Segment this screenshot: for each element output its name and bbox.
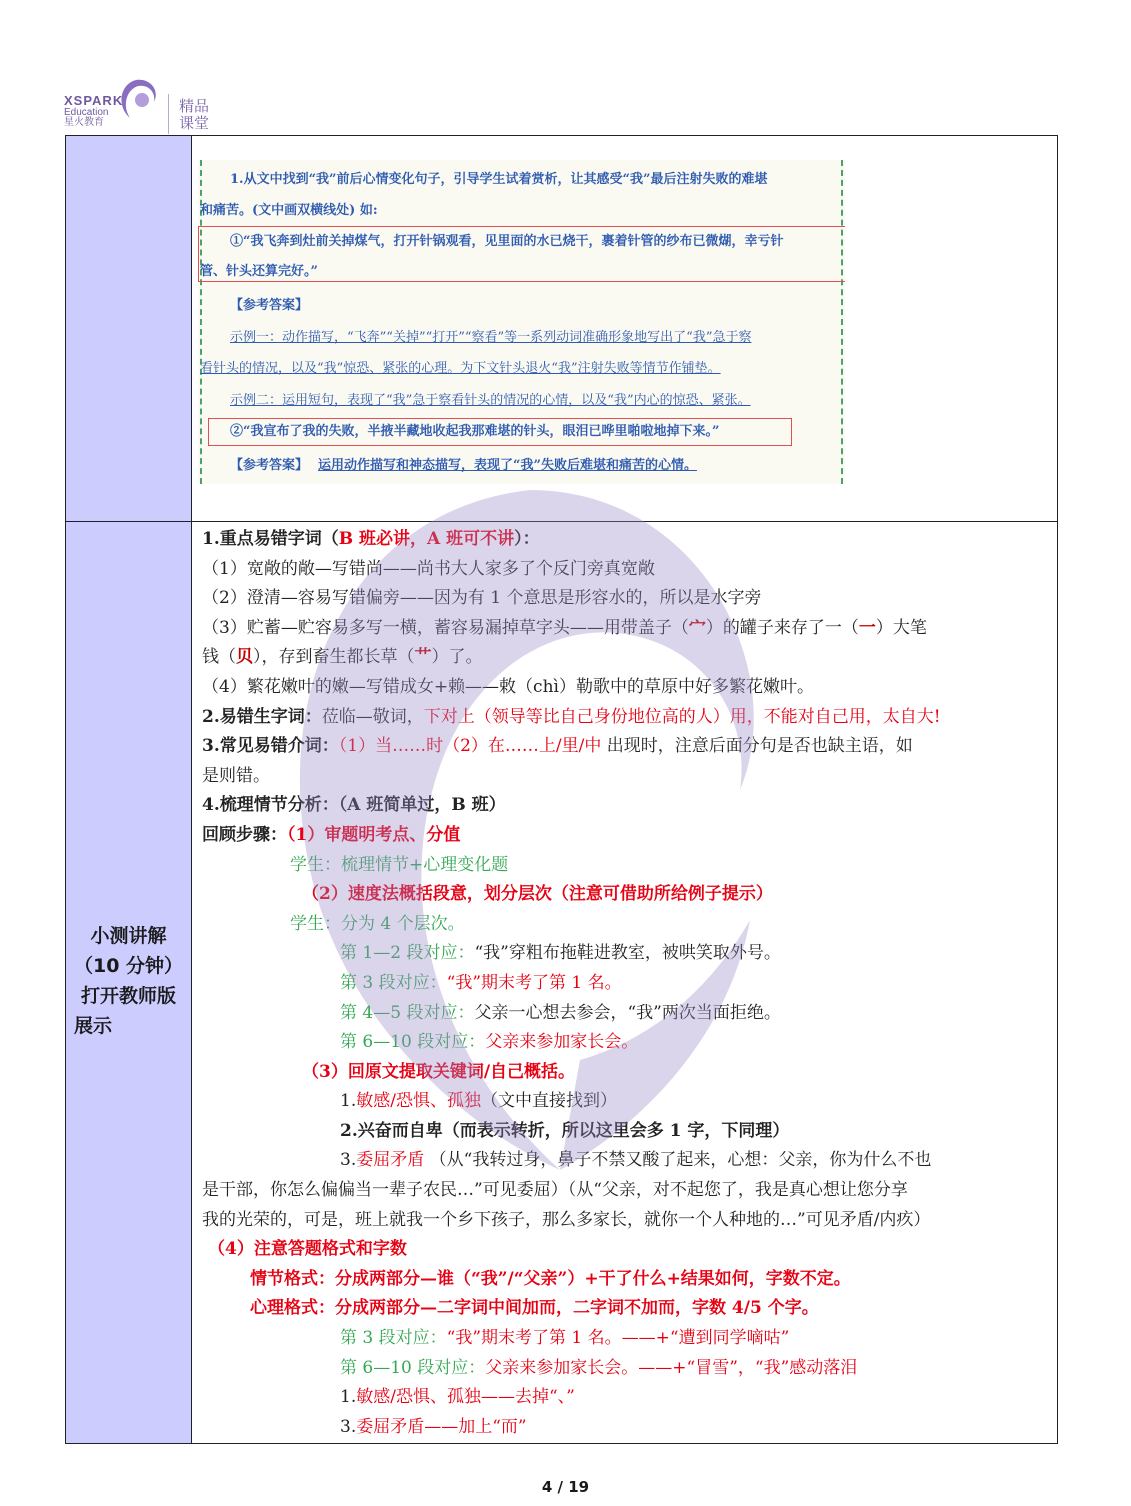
s3-red: （1）当……时（2）在……上/里/中: [338, 736, 602, 757]
lesson-table: [65, 135, 1058, 1444]
review-steps: [202, 821, 1051, 851]
p4a: 第 6—10 段对应：: [340, 1032, 486, 1053]
s3-text: 出现时，注意后面分句是否也缺主语，如: [601, 736, 913, 757]
k3t: （从“我转过身，鼻子不禁又酸了起来，心想：父亲，你为什么不也: [424, 1150, 932, 1171]
shot-quote1-line2: 管、针头还算完好。”: [200, 264, 318, 279]
paragraph-1: [202, 939, 1051, 969]
section3-cont: 是则错。: [202, 765, 270, 786]
l3a: （3）贮蓄—贮容易多写一横，蓄容易漏掉草字头——用带盖子（: [202, 617, 689, 638]
shot-example1-line2: 看针头的情况，以及“我”惊恐、紧张的心理。为下文针头退火“我”注射失败等情节作铺垫。: [200, 361, 721, 376]
review-label: 回顾步骤：: [202, 824, 287, 845]
s2-text: 莅临—敬词，: [321, 706, 424, 727]
p4b: 父亲来参加家长会。: [485, 1032, 639, 1053]
k1t: （文中直接找到）: [480, 1091, 617, 1112]
s3-title: 3.常见易错介词：: [202, 736, 339, 757]
e4n: 3.: [340, 1416, 357, 1437]
logo-tagline: [179, 98, 209, 131]
keyword-3-cont2: 我的光荣的，可是，班上就我一个乡下孩子，那么多家长，就你一个人种地的…”可见矛盾/内疚）: [202, 1209, 931, 1230]
word-item-3b: [202, 643, 1051, 673]
shot-question-line1: 1.从文中找到“我”前后心情变化句子，引导学生试着赏析，让其感受“我”最后注射失败的难堪: [230, 172, 768, 187]
shot-example1-line1: 示例一：动作描写，“飞奔”“关掉”“打开”“察看”等一系列动词准确形象地写出了“我”急于察: [230, 330, 752, 345]
p1b: “我”穿粗布拖鞋进教室，被哄笑取外号。: [474, 943, 781, 964]
left-label-4: 展示: [74, 1015, 113, 1037]
row1-content-cell: [192, 136, 1058, 522]
k1n: 1.: [340, 1091, 357, 1112]
row2-content-cell: [192, 522, 1058, 1444]
tagline-1: 精品: [179, 97, 210, 115]
p2a: 第 3 段对应：: [340, 972, 447, 993]
e2a: 第 6—10 段对应：: [340, 1357, 486, 1378]
step1: （1）审题明考点、分值: [287, 824, 461, 845]
example-4: [202, 1413, 1051, 1443]
shot-example2: 示例二：运用短句，表现了“我”急于察看针头的情况的心情，以及“我”内心的惊恐、紧张。: [230, 393, 751, 408]
word-item-1: （1）宽敞的敞—写错尚——尚书大人家多了个反门旁真宽敞: [202, 558, 655, 579]
section2: [202, 703, 1051, 733]
keyword-1: [202, 1087, 1051, 1117]
e4r: 委屈矛盾——加上“而”: [356, 1416, 527, 1437]
example-2: [202, 1354, 1051, 1384]
k3n: 3.: [340, 1150, 357, 1171]
section3: [202, 732, 1051, 762]
l3d: 钱（: [202, 647, 236, 668]
shot-question-line2: 和痛苦。(文中画双横线处) 如:: [200, 203, 378, 218]
logo-text: [64, 94, 123, 129]
l3f: ）了。: [431, 647, 483, 668]
step2: （2）速度法概括段意，划分层次（注意可借助所给例子提示）: [302, 884, 773, 905]
page-number: 4 / 19: [541, 1478, 590, 1496]
example-3: [202, 1383, 1051, 1413]
word-item-3a: [202, 614, 1051, 644]
shot-quote1-line1: ①“我飞奔到灶前关掉煤气，打开针锅观看，见里面的水已烧干，裹着针管的纱布已微煳，幸亏针: [230, 234, 784, 249]
section4-title: 4.梳理情节分析：（A 班简单过，B 班）: [202, 795, 506, 816]
embedded-screenshot: [198, 160, 845, 484]
p3a: 第 4—5 段对应：: [340, 1002, 475, 1023]
tagline-2: 课堂: [179, 113, 210, 132]
e1b: “我”期末考了第 1 名。——+“遭到同学嘀咕”: [446, 1328, 790, 1349]
left-label-2: （10 分钟）: [74, 955, 184, 977]
paragraph-3: [202, 999, 1051, 1029]
logo-sub2: 星火教育: [64, 117, 104, 129]
row2-content: [192, 522, 1057, 1443]
student-1: 学生：梳理情节+心理变化题: [290, 854, 509, 875]
e3n: 1.: [340, 1387, 357, 1408]
shot-ref-label: 【参考答案】: [230, 298, 309, 313]
row1-left-cell: [66, 136, 192, 522]
l3-red1: 宀: [688, 617, 706, 638]
left-label-wrap: [66, 522, 191, 1440]
keyword-2: 2.兴奋而自卑（而表示转折，所以这里会多 1 字，下同理）: [340, 1120, 790, 1141]
l3e: ），存到畜生都长草（: [253, 647, 415, 668]
k3r: 委屈矛盾: [356, 1150, 425, 1171]
s1-end: ）：: [514, 529, 540, 549]
format-plot: 情节格式：分成两部分—谁（“我”/“父亲”）+干了什么+结果如何，字数不定。: [250, 1268, 851, 1289]
paragraph-4: [202, 1028, 1051, 1058]
s1-title: 1.重点易错字词（: [202, 529, 339, 549]
row1-content: [192, 136, 1057, 521]
shot-quote2: ②“我宣布了我的失败，半掖半藏地收起我那难堪的针头，眼泪已哗里啪啦地掉下来。”: [230, 424, 720, 439]
header-logo: [64, 76, 234, 134]
s1-red: B 班必讲，A 班可不讲: [338, 529, 515, 549]
p2b: “我”期末考了第 1 名。: [446, 972, 622, 993]
word-item-2: （2）澄清—容易写错偏旁——因为有 1 个意思是形容水的，所以是水字旁: [202, 588, 762, 609]
logo-brand: XSPARK: [64, 93, 124, 108]
e1a: 第 3 段对应：: [340, 1328, 447, 1349]
shot-ref2-label: 【参考答案】: [230, 458, 309, 473]
s2-red: 下对上（领导等比自己身份地位高的人）用，不能对自己用，太自大!: [423, 706, 941, 727]
section1-title: [202, 525, 1051, 555]
step4: （4）注意答题格式和字数: [208, 1239, 407, 1260]
keyword-3: [202, 1146, 1051, 1176]
shot-ref2-text: 运用动作描写和神态描写，表现了“我”失败后难堪和痛苦的心情。: [318, 458, 697, 473]
l3c: ）大笔: [875, 617, 927, 638]
word-item-4: （4）繁花嫩叶的嫩—写错成女+赖——敕（chì）勒歌中的草原中好多繁花嫩叶。: [202, 676, 814, 697]
logo-sub1: Education: [64, 106, 109, 118]
e2b: 父亲来参加家长会。——+“冒雪”，“我”感动落泪: [485, 1357, 858, 1378]
e3r: 敏感/恐惧、孤独——去掉“、”: [356, 1387, 575, 1408]
s2-title: 2.易错生字词：: [202, 706, 322, 727]
p3b: 父亲一心想去参会，“我”两次当面拒绝。: [474, 1002, 781, 1023]
l3-red3: 贝: [236, 647, 253, 668]
example-1: [202, 1324, 1051, 1354]
paragraph-2: [202, 969, 1051, 999]
format-mind: 心理格式：分成两部分—二字词中间加而，二字词不加而，字数 4/5 个字。: [250, 1298, 819, 1319]
dash-line-right: [841, 160, 843, 484]
p1a: 第 1—2 段对应：: [340, 943, 475, 964]
student-2: 学生：分为 4 个层次。: [290, 913, 465, 934]
row2-left-cell: [66, 522, 192, 1444]
logo-divider: [168, 94, 169, 134]
keyword-3-cont1: 是干部，你怎么偏偏当一辈子农民…”可见委屈）（从“父亲，对不起您了，我是真心想让您分享: [202, 1180, 908, 1201]
step3: （3）回原文提取关键词/自己概括。: [302, 1061, 576, 1082]
l3-red2: 一: [858, 617, 876, 638]
l3b: ）的罐子来存了一（: [705, 617, 859, 638]
left-label-1: 小测讲解: [90, 925, 167, 947]
l3-red4: 艹: [414, 647, 432, 668]
left-label-3: 打开教师版: [80, 985, 176, 1007]
k1r: 敏感/恐惧、孤独: [356, 1091, 481, 1112]
